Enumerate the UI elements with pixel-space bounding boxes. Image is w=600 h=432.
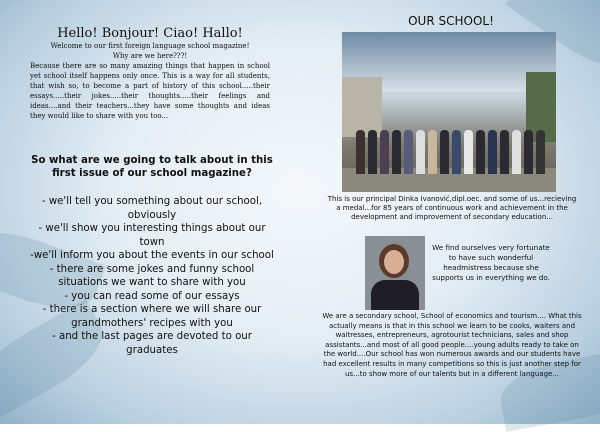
- list-item: - and the last pages are devoted to our graduates: [52, 331, 252, 356]
- list-item: -we'll inform you about the events in our school: [30, 250, 274, 261]
- school-title: OUR SCHOOL!: [408, 14, 494, 28]
- topics-question: So what are we going to talk about in this first issue of our school magazine?: [31, 155, 273, 179]
- principal-portrait: [365, 236, 425, 310]
- left-page-intro: [30, 26, 270, 121]
- headmistress-quote: We find ourselves very fortunate to have such wonderful headmistress because she supports us in everything we do.: [432, 243, 550, 282]
- why-line: Why are we here???!: [112, 52, 188, 60]
- list-item: - you can read some of our essays: [64, 290, 240, 302]
- school-description: We are a secondary school, School of economics and tourism.... What this actually means is that in this school we learn to be cooks, waiters and waitresses, entrepreneurs, agrotourist technicians, sales and shop assistants...and most of all good people....young adults ready to take on the world....Our school has won numerous awards and our students have had excellent results in many competitions so this is just another step for us...to show more of our talents but in a different language...: [322, 312, 582, 378]
- topics-list: [28, 195, 276, 357]
- group-photo: [342, 32, 556, 192]
- list-item: - there are some jokes and funny school situations we want to share with you: [49, 263, 255, 288]
- photo-caption: This is our principal Dinka Ivanović,dipl.oec. and some of us...recieving a medal...for 85 years of continuous work and achievement in the development and improvement of secondary education...: [327, 195, 577, 221]
- intro-paragraph: Because there are so many amazing things that happen in school yet school itself happens only once. This is a way for all students, that wish so, to become a part of history of this school.....their essays.....their jokes.....their thoughts.....their feelings and ideas....and their teachers...they have some thoughts and ideas they would like to share with you too...: [30, 62, 270, 120]
- list-item: - we'll tell you something about our school, obviously: [41, 196, 263, 221]
- list-item: - we'll show you interesting things about our town: [38, 223, 266, 248]
- greeting-heading: Hello! Bonjour! Ciao! Hallo!: [57, 26, 243, 41]
- list-item: - there is a section where we will share our grandmothers' recipes with you: [42, 304, 262, 329]
- welcome-line: Welcome to our first foreign language school magazine!: [50, 42, 250, 50]
